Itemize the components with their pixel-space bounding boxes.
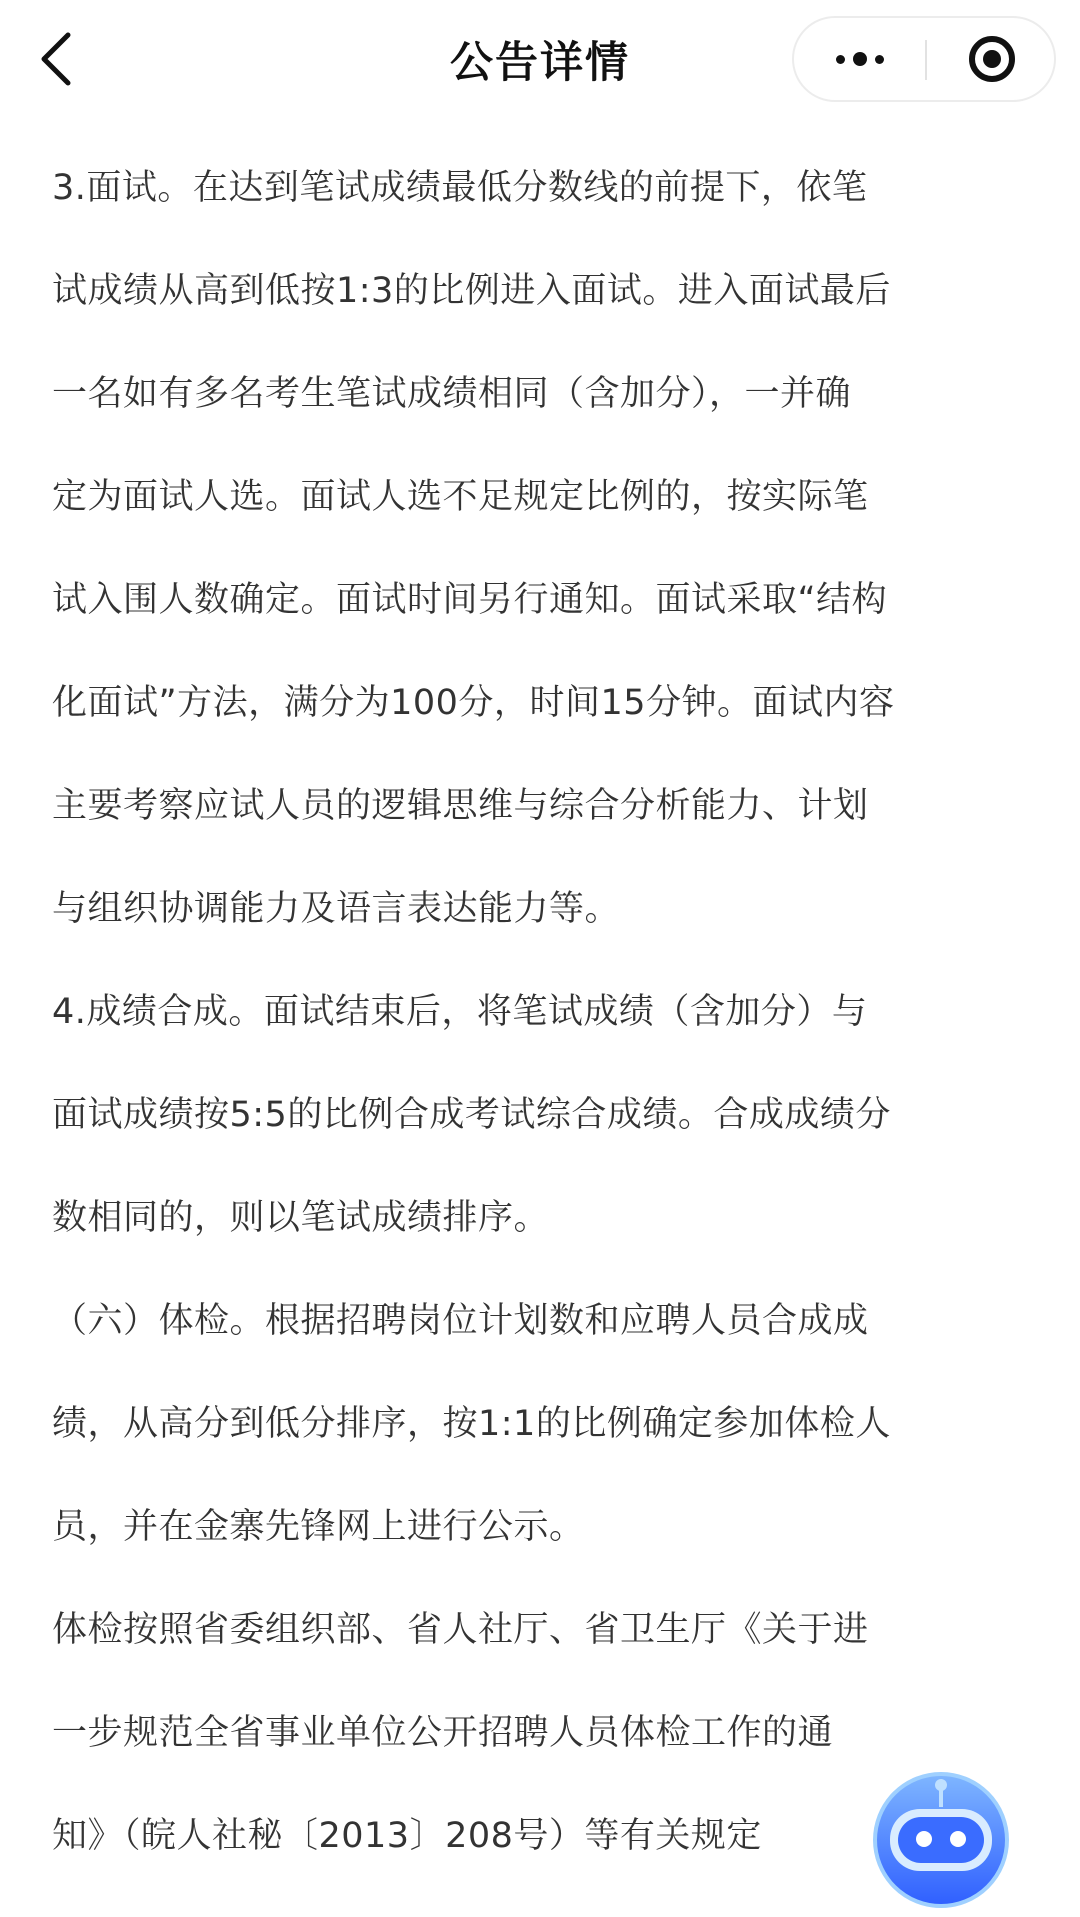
- page-title: 公告详情: [450, 37, 630, 88]
- text-line: 绩，从高分到低分排序，按1:1的比例确定参加体检人: [52, 1404, 891, 1444]
- target-close-icon: [969, 36, 1015, 82]
- text-line: 员，并在金寨先锋网上进行公示。: [52, 1507, 585, 1547]
- navigation-bar: [0, 0, 1080, 118]
- text-line: 一名如有多名考生笔试成绩相同（含加分），一并确: [52, 374, 852, 414]
- close-button[interactable]: [927, 18, 1056, 100]
- back-button[interactable]: [26, 24, 86, 94]
- text-line: 一步规范全省事业单位公开招聘人员体检工作的通: [52, 1713, 834, 1753]
- robot-assistant-icon: [868, 1767, 1014, 1913]
- text-line: 主要考察应试人员的逻辑思维与综合分析能力、计划: [52, 786, 869, 826]
- chevron-left-icon: [36, 31, 76, 87]
- text-line: 4.成绩合成。面试结束后，将笔试成绩（含加分）与: [52, 992, 868, 1032]
- text-line: 试入围人数确定。面试时间另行通知。面试采取“结构: [52, 580, 888, 620]
- text-line: 面试成绩按5:5的比例合成考试综合成绩。合成成绩分: [52, 1095, 891, 1135]
- more-dots-icon: [832, 52, 888, 66]
- assistant-button[interactable]: [868, 1767, 1014, 1913]
- text-line: 3.面试。在达到笔试成绩最低分数线的前提下，依笔: [52, 168, 868, 208]
- text-line: 定为面试人选。面试人选不足规定比例的，按实际笔: [52, 477, 869, 517]
- text-line: 数相同的，则以笔试成绩排序。: [52, 1198, 550, 1238]
- text-line: 与组织协调能力及语言表达能力等。: [52, 889, 621, 929]
- more-button[interactable]: [794, 18, 925, 100]
- text-line: 体检按照省委组织部、省人社厅、省卫生厅《关于进: [52, 1610, 869, 1650]
- mini-program-capsule: [792, 16, 1056, 102]
- text-line: 知》（皖人社秘〔2013〕208号）等有关规定: [52, 1816, 762, 1856]
- text-line: 化面试”方法，满分为100分，时间15分钟。面试内容: [52, 683, 895, 723]
- text-line: （六）体检。根据招聘岗位计划数和应聘人员合成成: [52, 1301, 869, 1341]
- announcement-body: [52, 137, 1032, 1888]
- text-line: 试成绩从高到低按1:3的比例进入面试。进入面试最后: [52, 271, 891, 311]
